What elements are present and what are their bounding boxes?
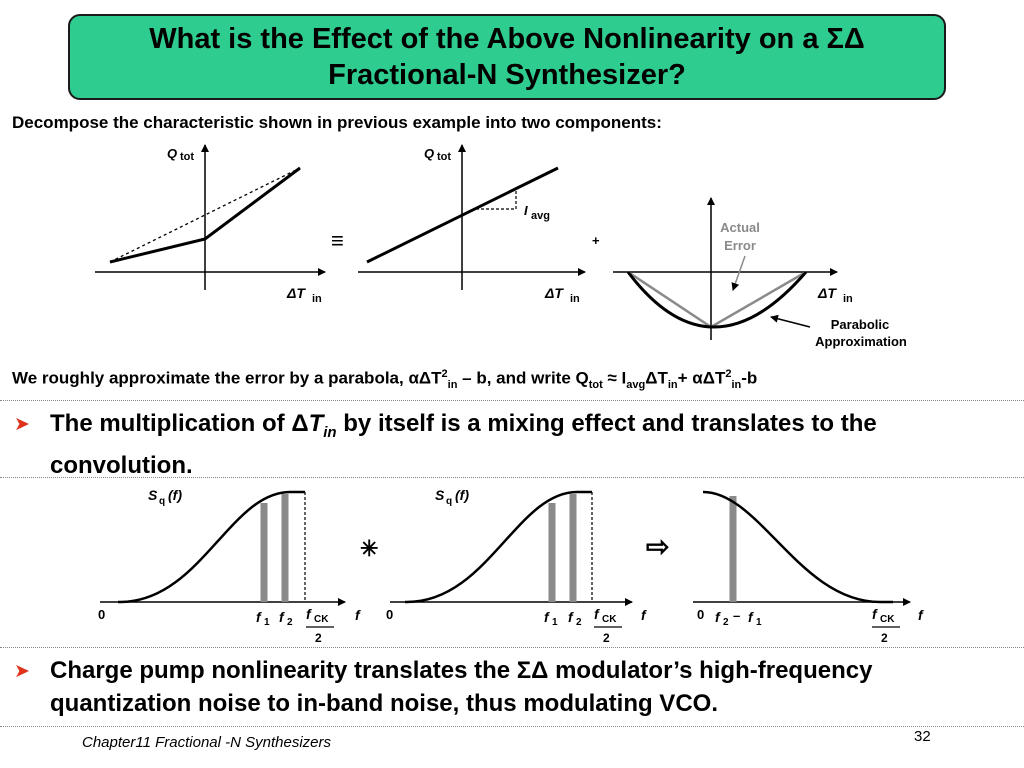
- svg-text:–: [733, 608, 740, 623]
- actual-error-pointer: [733, 256, 745, 290]
- approximation-text: We roughly approximate the error by a parabola, αΔT$^2_{in}$ – b, and write $Q_{tot} \approx I_{avg}\Delta T_{in}+ \alpha\Delta T^2_{in}-b$: [12, 368, 758, 392]
- svg-text:ΔT: [286, 285, 306, 301]
- parabolic-label-1: Parabolic: [830, 317, 890, 332]
- f1-sub: 1: [756, 617, 762, 628]
- sq-paren: (f): [455, 487, 469, 503]
- svg-text:2: [576, 617, 582, 628]
- zero-label: 0: [98, 607, 106, 622]
- svg-text:2: [723, 617, 729, 628]
- svg-text:1: [756, 617, 762, 628]
- zero-label: 0: [386, 607, 394, 622]
- svg-text:1: [552, 617, 558, 628]
- svg-text:tot: [180, 151, 194, 163]
- bullet-arrow-icon: ➤: [14, 661, 30, 682]
- spectrum-3: [693, 492, 924, 645]
- title-line-1: What is the Effect of the Above Nonlinearity on a ΣΔ: [149, 23, 865, 55]
- f2-label: f: [568, 609, 573, 625]
- delta-sub: in: [570, 293, 580, 305]
- title-box: [68, 14, 946, 100]
- delta-sub: in: [843, 293, 853, 305]
- svg-text:f: [748, 609, 754, 625]
- f1-sub: 1: [552, 617, 558, 628]
- svg-text:Parabolic: [831, 317, 890, 332]
- two-label: 2: [881, 631, 888, 645]
- sq-paren: (f): [168, 487, 182, 503]
- q-label: Q: [424, 146, 435, 161]
- fck-sub: CK: [602, 614, 617, 625]
- bullet-charge-pump: [0, 647, 1024, 727]
- two-label: 2: [315, 631, 322, 645]
- fck-sub: CK: [880, 614, 895, 625]
- svg-text:in: [570, 293, 580, 305]
- svg-text:1: [264, 617, 270, 628]
- convolution-symbol: ✳: [360, 536, 379, 561]
- svg-text:f: [568, 609, 574, 625]
- svg-text:f: [641, 607, 647, 623]
- svg-text:f: [256, 609, 262, 625]
- svg-text:ΔT: [817, 285, 837, 301]
- delta-label: ΔT: [818, 285, 836, 301]
- fck-label: f: [872, 606, 877, 622]
- zero-label: 0: [697, 607, 705, 622]
- fck-label: f: [594, 606, 599, 622]
- svg-text:f: [279, 609, 285, 625]
- parabolic-pointer: [771, 317, 810, 327]
- svg-text:CK: [602, 614, 617, 625]
- svg-text:f: [544, 609, 550, 625]
- svg-text:0: [98, 607, 105, 622]
- svg-text:q: [446, 496, 452, 507]
- result-arrow-icon: ⇨: [646, 531, 670, 562]
- svg-text:0: [697, 607, 704, 622]
- actual-error-label-1: Actual: [720, 220, 760, 235]
- fck-label: f: [306, 606, 311, 622]
- f-axis-label: f: [918, 607, 923, 623]
- graph-error-component: [613, 198, 907, 349]
- svg-text:tot: [437, 151, 451, 163]
- svg-text:+: [592, 233, 600, 248]
- graph-nonlinear-characteristic: [95, 145, 325, 305]
- f2-label: f: [715, 609, 720, 625]
- bullet-arrow-icon: ➤: [14, 414, 30, 435]
- minus-label: –: [733, 608, 741, 623]
- f-axis-label: f: [355, 607, 360, 623]
- svg-text:2: [287, 617, 293, 628]
- sq-label: S: [148, 487, 158, 503]
- svg-text:S: [435, 487, 445, 503]
- delta-label: ΔT: [545, 285, 563, 301]
- delta-label: ΔT: [287, 285, 305, 301]
- bullet-charge-pump-text: Charge pump nonlinearity translates the ΣΔ modulator’s high-frequency quantization noise to in-band noise, thus modulating VCO.: [50, 657, 873, 717]
- q-label: Q: [167, 146, 178, 161]
- f1-label: f: [256, 609, 261, 625]
- decomposition-diagram: [0, 135, 1024, 360]
- svg-text:avg: [531, 210, 550, 222]
- actual-error-label-2: Error: [724, 238, 756, 253]
- svg-text:f: [594, 606, 600, 622]
- f2-sub: 2: [576, 617, 582, 628]
- svg-text:S: [148, 487, 158, 503]
- svg-text:q: [159, 496, 165, 507]
- spectrum-2: [386, 487, 647, 645]
- svg-text:f: [872, 606, 878, 622]
- svg-text:2: [315, 631, 322, 645]
- bullet-mixing-text: The multiplication of $\Delta T_{in}$ by itself is a mixing effect and translates to the convolution.: [50, 410, 877, 479]
- svg-text:f: [355, 607, 361, 623]
- q-sub: tot: [180, 151, 195, 163]
- svg-text:2: [603, 631, 610, 645]
- i-label: I: [524, 203, 528, 218]
- q-sub: tot: [437, 151, 452, 163]
- svg-text:(f): [455, 487, 469, 503]
- spectrum-curve: [405, 492, 592, 602]
- f-axis-label: f: [641, 607, 646, 623]
- svg-text:✳: [360, 536, 378, 561]
- svg-text:Error: [724, 238, 756, 253]
- delta-sub: in: [312, 293, 322, 305]
- svg-text:2: [881, 631, 888, 645]
- bullet-mixing: [0, 400, 1024, 478]
- footer-chapter: Chapter11 Fractional -N Synthesizers: [82, 734, 331, 751]
- sq-sub: q: [159, 496, 166, 507]
- svg-text:CK: [880, 614, 895, 625]
- sq-sub: q: [446, 496, 453, 507]
- spectrum-1: [98, 487, 361, 645]
- svg-text:⇨: [646, 531, 669, 562]
- svg-text:f: [918, 607, 924, 623]
- svg-text:Approximation: [815, 334, 907, 349]
- i-sub: avg: [531, 210, 550, 222]
- svg-text:(f): [168, 487, 182, 503]
- f2-sub: 2: [723, 617, 729, 628]
- svg-text:CK: [314, 614, 329, 625]
- two-label: 2: [603, 631, 610, 645]
- f1-label: f: [544, 609, 549, 625]
- spectrum-curve: [118, 492, 305, 602]
- svg-text:in: [843, 293, 853, 305]
- svg-text:ΔT: [544, 285, 564, 301]
- equiv-symbol: ≡: [331, 228, 344, 253]
- svg-text:f: [715, 609, 721, 625]
- f1-label: f: [748, 609, 753, 625]
- svg-text:f: [306, 606, 312, 622]
- svg-text:Actual: [720, 220, 760, 235]
- svg-text:0: [386, 607, 393, 622]
- parabolic-label-2: Approximation: [815, 334, 907, 349]
- convolution-diagram: [0, 480, 1024, 645]
- intro-text: Decompose the characteristic shown in previous example into two components:: [12, 113, 662, 132]
- svg-text:Q: [424, 146, 434, 161]
- f2-sub: 2: [287, 617, 293, 628]
- sq-label: S: [435, 487, 445, 503]
- page-number: 32: [914, 728, 931, 745]
- svg-text:≡: [331, 228, 344, 253]
- graph-linear-component: [358, 145, 585, 305]
- svg-text:Q: [167, 146, 177, 161]
- plus-symbol: +: [592, 233, 600, 248]
- title-line-2: Fractional-N Synthesizer?: [328, 59, 686, 91]
- svg-text:in: [312, 293, 322, 305]
- svg-text:I: [524, 203, 528, 218]
- f1-sub: 1: [264, 617, 270, 628]
- f2-label: f: [279, 609, 284, 625]
- fck-sub: CK: [314, 614, 329, 625]
